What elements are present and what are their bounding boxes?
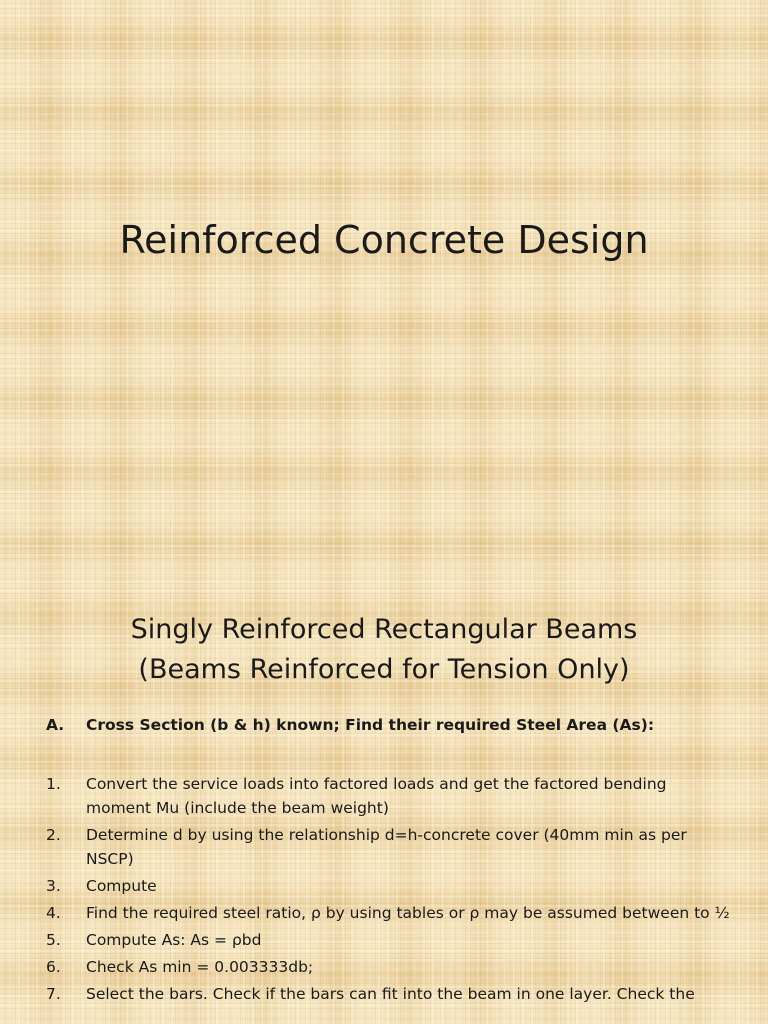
step-number: 2. — [46, 826, 61, 844]
list-item — [46, 928, 736, 952]
list-item — [46, 955, 736, 979]
list-item — [46, 901, 736, 925]
step-text: Compute — [86, 877, 157, 895]
section-label: A. — [46, 716, 65, 734]
section-heading — [46, 716, 746, 734]
step-number: 4. — [46, 904, 61, 922]
list-item — [46, 874, 736, 898]
step-text: Compute As: As = ρbd — [86, 931, 262, 949]
list-item — [46, 772, 736, 820]
content-slide — [0, 512, 768, 1024]
step-number: 3. — [46, 877, 61, 895]
step-text: Find the required steel ratio, ρ by using tables or ρ may be assumed between to ½ — [86, 904, 730, 922]
list-item — [46, 982, 736, 1006]
steps-list — [46, 772, 736, 1009]
step-number: 1. — [46, 775, 61, 793]
slide-title-line-1: Singly Reinforced Rectangular Beams — [130, 614, 638, 645]
step-text: Convert the service loads into factored loads and get the factored bending moment Mu (include the beam weight) — [86, 775, 667, 817]
step-number: 7. — [46, 985, 61, 1003]
slide-title-line-2: (Beams Reinforced for Tension Only) — [138, 654, 630, 685]
list-item — [46, 823, 736, 871]
step-number: 5. — [46, 931, 61, 949]
section-text: Cross Section (b & h) known; Find their required Steel Area (As): — [86, 716, 655, 734]
slide-title — [0, 610, 768, 690]
main-title: Reinforced Concrete Design — [119, 218, 649, 262]
step-text: Check As min = 0.003333db; — [86, 958, 314, 976]
step-text: Select the bars. Check if the bars can fit into the beam in one layer. Check the — [86, 985, 695, 1003]
step-number: 6. — [46, 958, 61, 976]
step-text: Determine d by using the relationship d=h-concrete cover (40mm min as per NSCP) — [86, 826, 687, 868]
